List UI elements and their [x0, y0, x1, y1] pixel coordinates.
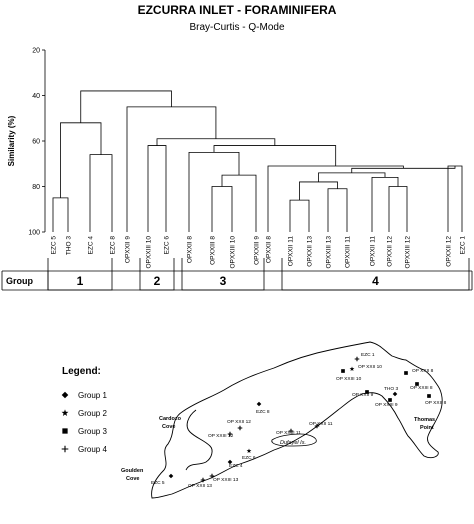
y-axis — [7, 48, 45, 237]
leaf-label: OPXXIII 13 — [325, 236, 333, 269]
dendrogram-branch — [189, 152, 239, 232]
site-diamond-icon — [257, 402, 262, 407]
dendrogram-branch — [372, 177, 398, 232]
legend-star-icon — [62, 409, 69, 416]
site-label: OP XXII 8 — [412, 369, 434, 374]
leaf-label: OPXXIII 8 — [209, 236, 217, 265]
dendrogram-branch — [448, 166, 462, 232]
leaf-label: OPXXIII 10 — [145, 236, 153, 269]
group-row-label: Group — [6, 276, 33, 286]
place-thomas-line2: Point — [420, 425, 434, 431]
leaf-labels — [50, 236, 466, 269]
leaf-label: OPXXIII 10 — [229, 236, 237, 269]
inlet-coastline — [152, 342, 443, 498]
inlet-bay-notch — [186, 410, 212, 470]
leaf-label: OPXXII 13 — [306, 236, 314, 267]
group-row — [2, 258, 472, 290]
place-cardozo-line2: Cove — [162, 424, 176, 430]
place-cardozo-line1: Cardozo — [159, 416, 181, 422]
leaf-label: OPXXII 8 — [186, 236, 194, 264]
y-tick-label: 20 — [32, 47, 40, 55]
dendrogram-branch — [61, 123, 102, 198]
dendrogram-branch — [389, 187, 407, 233]
dendrogram-branch — [268, 166, 403, 232]
leaf-label: OPXXII 12 — [445, 236, 453, 267]
y-tick-label: 60 — [32, 138, 40, 146]
place-goulden-line2: Cove — [126, 476, 140, 482]
site-plus-icon — [355, 357, 360, 362]
site-star-icon — [247, 448, 252, 453]
leaf-label: OPXXII 12 — [386, 236, 394, 267]
legend-title: Legend: — [62, 366, 101, 377]
site-label: EZC 1 — [361, 353, 375, 358]
dendrogram-branch — [157, 139, 275, 146]
site-star-icon — [350, 366, 355, 371]
legend-item-label: Group 1 — [78, 391, 107, 400]
dendrogram-branch — [300, 182, 338, 200]
site-square-icon — [341, 369, 345, 373]
leaf-label: OPXXII 8 — [265, 236, 273, 264]
site-label: EZC 6 — [242, 456, 256, 461]
legend-plus-icon — [62, 446, 69, 453]
map-sites — [151, 352, 447, 489]
site-label: OP XXII 10 — [358, 365, 382, 370]
dendrogram-branch — [214, 146, 336, 166]
site-label: OP XXIII 10 — [336, 377, 362, 382]
figure-subtitle: Bray-Curtis - Q-Mode — [189, 22, 285, 33]
place-thomas-line1: Thomas — [414, 417, 436, 423]
legend-item-label: Group 2 — [78, 409, 107, 418]
legend-item-label: Group 3 — [78, 427, 107, 436]
dendrogram-branch — [127, 107, 216, 232]
site-label: OP XXIII 12 — [208, 434, 234, 439]
site-label: EZC 5 — [151, 481, 165, 486]
legend-items — [62, 391, 108, 454]
dendrogram-branch — [90, 155, 112, 232]
legend-square-icon — [62, 428, 67, 433]
figure-title: EZCURRA INLET - FORAMINIFERA — [137, 3, 337, 17]
site-label: OP XXIII 9 — [375, 403, 398, 408]
dendrogram-branch — [148, 146, 166, 232]
site-label: OP XXIII 8 — [410, 386, 433, 391]
legend-item-label: Group 4 — [78, 445, 107, 454]
leaf-label: OPXXII 9 — [124, 236, 132, 264]
site-plus-icon — [238, 426, 243, 431]
site-square-icon — [427, 394, 431, 398]
leaf-label: EZC 4 — [87, 236, 95, 255]
legend — [62, 366, 108, 454]
leaf-label: THO 3 — [65, 236, 73, 256]
legend-diamond-icon — [62, 392, 69, 399]
leaf-label: EZC 1 — [459, 236, 467, 255]
leaf-label: OPXXIII 12 — [404, 236, 412, 269]
site-label: OP XXIII 11 — [276, 431, 301, 436]
y-tick-label: 100 — [28, 229, 40, 237]
site-diamond-icon — [169, 474, 174, 479]
group-label: 2 — [153, 274, 161, 288]
site-label: THO 3 — [384, 387, 399, 392]
site-label: OP XXII 12 — [227, 420, 251, 425]
leaf-label: OPXXII 11 — [287, 236, 295, 267]
site-label: OP XXII 8 — [425, 401, 447, 406]
group-label: 4 — [372, 274, 379, 288]
site-label: OP XXIII 13 — [213, 478, 239, 483]
site-label: EZC 4 — [229, 464, 243, 469]
dendrogram-branch — [53, 198, 68, 232]
leaf-label: OPXXIII 9 — [253, 236, 261, 265]
leaf-label: EZC 6 — [163, 236, 171, 255]
dendrogram-branch — [222, 175, 256, 232]
leaf-label: EZC 8 — [109, 236, 117, 255]
leaf-label: EZC 5 — [50, 236, 58, 255]
leaf-label: OPXXIII 11 — [344, 236, 352, 269]
site-label: OP XXII 11 — [309, 422, 333, 427]
place-dufayel: Dufayel Is. — [280, 440, 306, 446]
dendrogram-branch — [290, 200, 309, 232]
leaf-label: OPXXII 11 — [369, 236, 377, 267]
place-goulden-line1: Goulden — [121, 468, 144, 474]
dendrogram-branch — [212, 187, 232, 233]
map — [121, 342, 447, 498]
y-axis-label: Similarity (%) — [7, 115, 16, 167]
site-label: OP XXII 9 — [352, 393, 374, 398]
y-tick-label: 80 — [32, 184, 40, 191]
dendrogram — [53, 91, 462, 232]
y-tick-label: 40 — [32, 93, 40, 100]
site-label: EZC 8 — [256, 410, 270, 415]
dendrogram-branch — [328, 189, 347, 232]
site-square-icon — [388, 398, 392, 402]
site-label: OP XXII 13 — [188, 484, 212, 489]
site-diamond-icon — [393, 392, 398, 397]
group-label: 1 — [76, 274, 84, 288]
site-square-icon — [404, 371, 408, 375]
y-ticks — [28, 48, 45, 237]
group-label: 3 — [219, 274, 227, 288]
